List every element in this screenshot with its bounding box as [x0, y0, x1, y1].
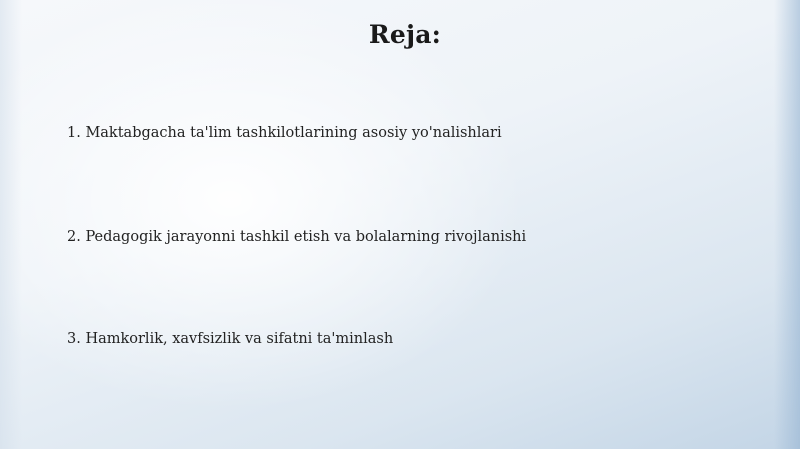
- slide-left-edge: [0, 0, 22, 449]
- plan-item-1: 1. Maktabgacha ta'lim tashkilotlarining asosiy yo'nalishlari: [67, 125, 502, 141]
- plan-item-2: 2. Pedagogik jarayonni tashkil etish va bolalarning rivojlanishi: [67, 229, 527, 245]
- plan-item-3: 3. Hamkorlik, xavfsizlik va sifatni ta'minlash: [67, 331, 394, 347]
- slide-title: Reja:: [368, 20, 442, 49]
- slide-right-edge: [774, 0, 800, 449]
